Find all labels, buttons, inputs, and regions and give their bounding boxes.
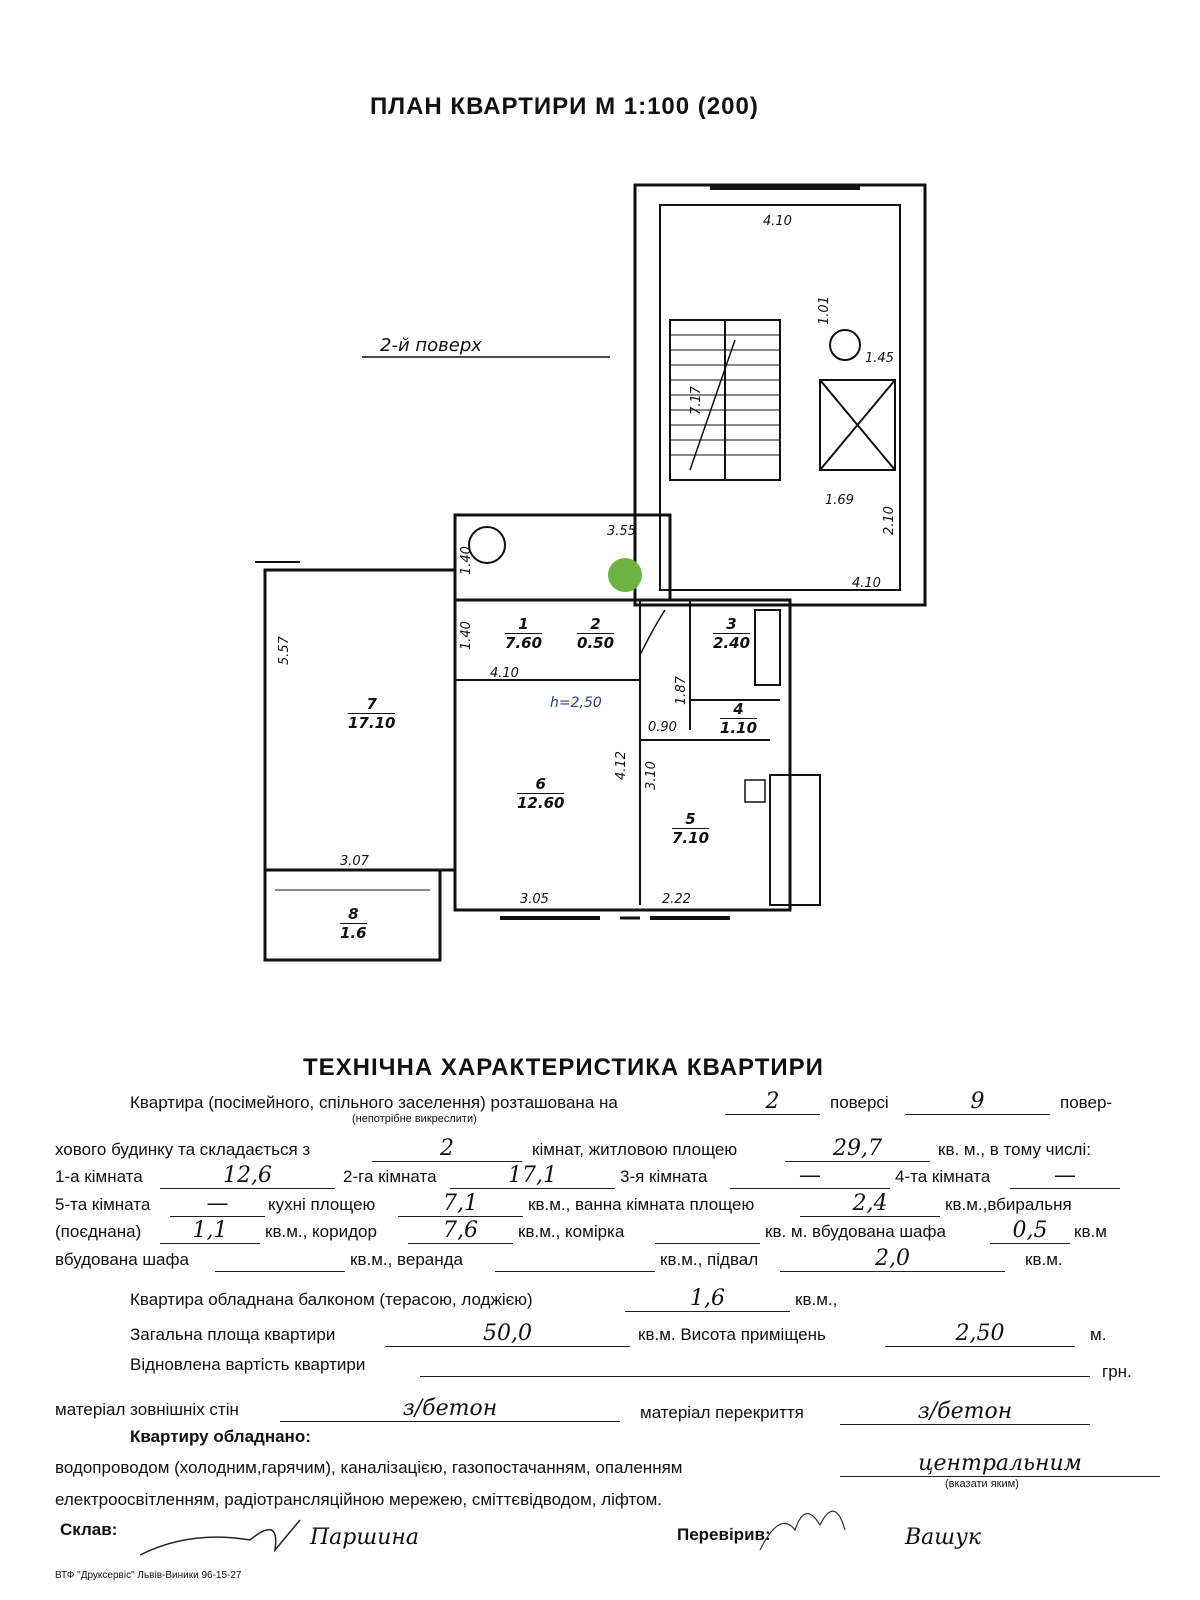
- room5-field: —: [170, 1192, 265, 1217]
- dim-label: 3.05: [520, 892, 549, 907]
- compiled-signature: Паршина: [310, 1525, 420, 1550]
- tech-text: матеріал зовнішніх стін: [55, 1400, 239, 1419]
- tech-text: кімнат, житловою площею: [532, 1140, 738, 1159]
- dim-label: 3.07: [340, 854, 369, 869]
- value-field: [420, 1352, 1090, 1377]
- dim-label: 4.10: [852, 576, 881, 591]
- heating-field: центральним: [840, 1452, 1160, 1477]
- signature-scribble-right: [750, 1490, 870, 1560]
- dim-label: 1.45: [865, 351, 894, 366]
- dim-label: 1.40: [459, 621, 474, 650]
- walls-material-field: з/бетон: [280, 1397, 620, 1422]
- tech-text: вбудована шафа: [55, 1250, 189, 1269]
- tech-text: 2-га кімната: [343, 1167, 437, 1186]
- dim-label: 1.69: [825, 493, 854, 508]
- tech-text: 1-а кімната: [55, 1167, 143, 1186]
- tech-text: водопроводом (холодним,гарячим), каналізацією, газопостачанням, опаленням: [55, 1458, 683, 1477]
- tech-text: (поєднана): [55, 1222, 142, 1241]
- tech-text: кв.м.,: [795, 1290, 838, 1309]
- room4-field: —: [1010, 1164, 1120, 1189]
- tech-text: грн.: [1102, 1362, 1132, 1381]
- tech-text: кв. м. вбудована шафа: [765, 1222, 946, 1241]
- green-marker-icon: [608, 558, 642, 592]
- floor-note: 2-й поверх: [380, 335, 482, 356]
- tech-text: повер-: [1060, 1093, 1113, 1112]
- height-note: h=2,50: [550, 695, 602, 711]
- corridor-field: 7,6: [408, 1219, 513, 1244]
- height-field: 2,50: [885, 1322, 1075, 1347]
- room-label-3: 3 2.40: [713, 615, 751, 652]
- tech-text: кв.м: [1074, 1222, 1107, 1241]
- closet-field: 0,5: [990, 1219, 1070, 1244]
- tech-text: 5-та кімната: [55, 1195, 151, 1214]
- dim-label: 1.01: [817, 296, 832, 325]
- tech-text: 4-та кімната: [895, 1167, 991, 1186]
- tech-text: кв.м.,вбиральня: [945, 1195, 1072, 1214]
- room-label-4: 4 1.10: [720, 700, 758, 737]
- tech-text: кв.м., комірка: [518, 1222, 625, 1241]
- dim-label: 5.57: [277, 636, 292, 665]
- dim-label: 4.10: [763, 214, 792, 229]
- tech-text: кв. м., в тому числі:: [938, 1140, 1091, 1159]
- tech-text: кв.м., ванна кімната площею: [528, 1195, 755, 1214]
- closet2-field: [215, 1247, 345, 1272]
- room1-field: 12,6: [160, 1164, 335, 1189]
- kitchen-field: 7,1: [398, 1192, 523, 1217]
- dim-label: 1.40: [459, 546, 474, 575]
- room-label-6: 6 12.60: [517, 775, 565, 812]
- tech-note: (вказати яким): [945, 1478, 1019, 1490]
- floors-field: 9: [905, 1090, 1050, 1115]
- room-label-8: 8 1.6: [340, 905, 367, 942]
- tech-text: кв.м.: [1025, 1250, 1063, 1269]
- tech-subtitle: Квартиру обладнано:: [130, 1427, 311, 1446]
- room-label-1: 1 7.60: [505, 615, 543, 652]
- tech-text: електроосвітленням, радіотрансляційною мережею, сміттєвідводом, ліфтом.: [55, 1490, 662, 1509]
- signature-scribble-left: [130, 1510, 330, 1570]
- tech-text: м.: [1090, 1325, 1107, 1344]
- dim-label: 4.10: [490, 666, 519, 681]
- tech-text: Відновлена вартість квартири: [130, 1355, 366, 1374]
- total-area-field: 50,0: [385, 1322, 630, 1347]
- tech-text: 3-я кімната: [620, 1167, 708, 1186]
- room-label-2: 2 0.50: [577, 615, 615, 652]
- plan-title: ПЛАН КВАРТИРИ М 1:100 (200): [370, 93, 759, 120]
- floor-field: 2: [725, 1090, 820, 1115]
- tech-text: Квартира (посімейного, спільного заселення) розташована на: [130, 1093, 618, 1112]
- tech-text: Квартира обладнана балконом (терасою, лоджією): [130, 1290, 533, 1309]
- tech-note: (непотрібне викреслити): [352, 1113, 477, 1125]
- veranda-field: [495, 1247, 655, 1272]
- room3-field: —: [730, 1164, 890, 1189]
- dim-label: 1.87: [674, 676, 689, 705]
- dim-label: 2.22: [662, 892, 691, 907]
- dim-label: 7.17: [689, 386, 704, 415]
- checked-label: Перевірив:: [677, 1525, 771, 1544]
- basement-field: 2,0: [780, 1247, 1005, 1272]
- dim-label: 3.55: [607, 524, 636, 539]
- wc-field: 1,1: [160, 1219, 260, 1244]
- tech-text: Загальна площа квартири: [130, 1325, 336, 1344]
- room-label-7: 7 17.10: [348, 695, 396, 732]
- tech-text: кв.м., коридор: [265, 1222, 377, 1241]
- dim-label: 3.10: [644, 761, 659, 790]
- tech-text: матеріал перекриття: [640, 1403, 804, 1422]
- footer-print: ВТФ "Друксервіс" Львів-Виники 96-15-27: [55, 1570, 242, 1581]
- tech-title: ТЕХНІЧНА ХАРАКТЕРИСТИКА КВАРТИРИ: [303, 1054, 824, 1081]
- floor-material-field: з/бетон: [840, 1400, 1090, 1425]
- room-label-5: 5 7.10: [672, 810, 710, 847]
- bathroom-field: 2,4: [800, 1192, 940, 1217]
- living-area-field: 29,7: [785, 1137, 930, 1162]
- tech-text: кухні площею: [268, 1195, 376, 1214]
- compiled-label: Склав:: [60, 1520, 118, 1539]
- dim-label: 4.12: [614, 751, 629, 780]
- dim-label: 2.10: [882, 506, 897, 535]
- rooms-field: 2: [372, 1137, 522, 1162]
- tech-text: кв.м., веранда: [350, 1250, 464, 1269]
- storage-field: [655, 1219, 760, 1244]
- room2-field: 17,1: [450, 1164, 615, 1189]
- dim-label: 0.90: [648, 720, 677, 735]
- checked-signature: Вашук: [905, 1525, 982, 1550]
- tech-text: кв.м., підвал: [660, 1250, 759, 1269]
- tech-text: хового будинку та складається з: [55, 1140, 311, 1159]
- balcony-field: 1,6: [625, 1287, 790, 1312]
- tech-text: поверсі: [830, 1093, 889, 1112]
- tech-text: кв.м. Висота приміщень: [638, 1325, 826, 1344]
